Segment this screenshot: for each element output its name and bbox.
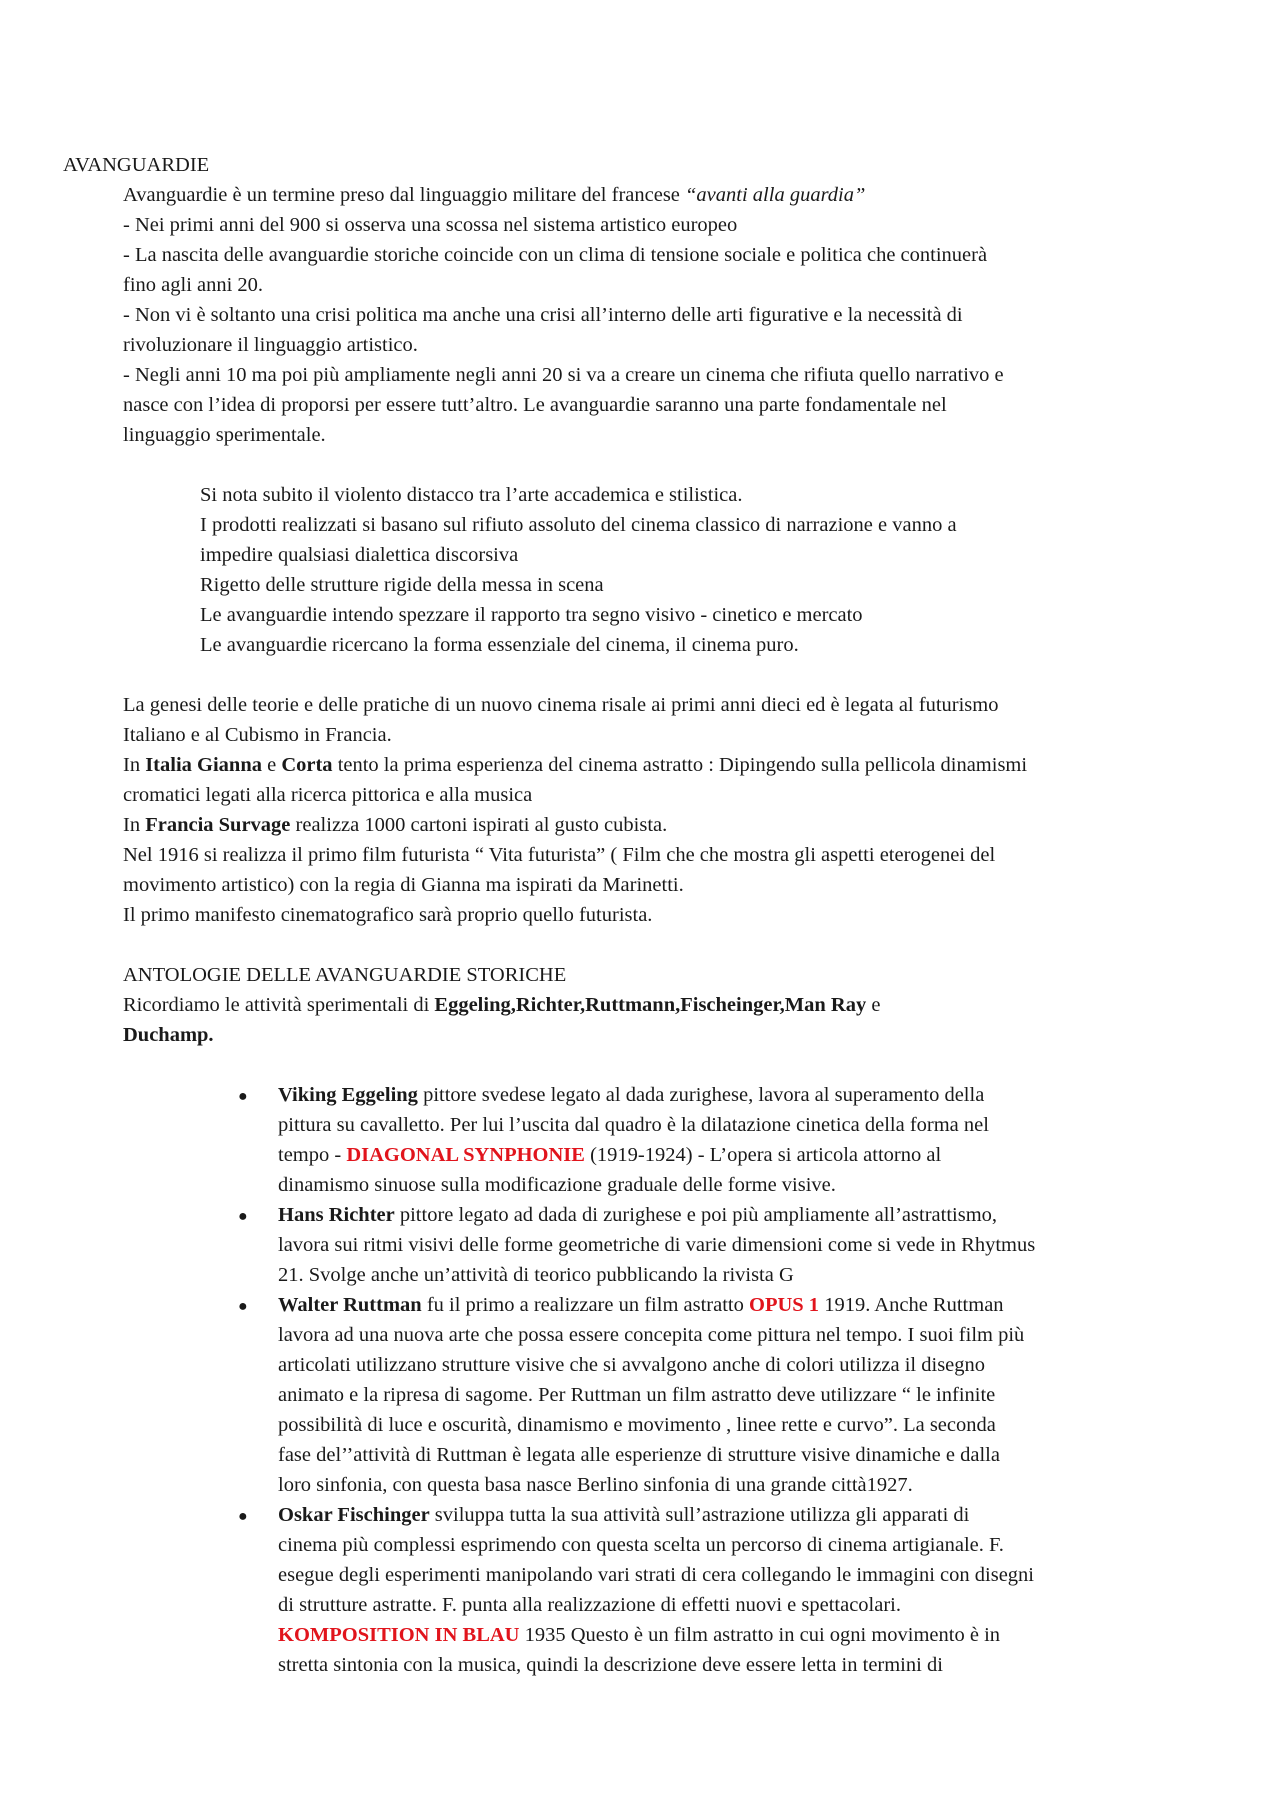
text: realizza 1000 cartoni ispirati al gusto cubista. [290,814,668,836]
bold-name: Hans Richter [278,1204,395,1226]
intro-line-2: - Nei primi anni del 900 si osserva una scossa nel sistema artistico europeo [123,214,738,236]
fischinger-line-2: cinema più complessi esprimendo con questa scelta un percorso di cinema artigianale. F. [278,1534,1004,1556]
intro-line-1 [123,180,865,210]
text: tempo - [278,1144,347,1166]
text: 1935 Questo è un film astratto in cui ogni movimento è in [519,1624,1001,1646]
genesis-line-2: Italiano e al Cubismo in Francia. [123,724,392,746]
ruttman-line-7: loro sinfonia, con questa basa nasce Berlino sinfonia di una grande città1927. [278,1474,913,1496]
genesis-line-3 [123,750,1027,780]
genesis-line-7: movimento artistico) con la regia di Gianna ma ispirati da Marinetti. [123,874,684,896]
text: 1919. Anche Ruttman [819,1294,1004,1316]
text: In [123,814,146,836]
text: In [123,754,146,776]
fischinger-line-6: stretta sintonia con la musica, quindi la descrizione deve essere letta in termini di [278,1654,943,1676]
bullet-icon [238,1502,248,1532]
bold-name: Oskar Fischinger [278,1504,430,1526]
text: (1919-1924) - L’opera si articola attorno al [584,1144,942,1166]
bullet-icon [238,1082,248,1112]
text: pittore legato ad dada di zurighese e poi più ampliamente all’astrattismo, [394,1204,998,1226]
ruttman-line-2: lavora ad una nuova arte che possa essere concepita come pittura nel tempo. I suoi film più [278,1324,1025,1346]
genesis-line-1: La genesi delle teorie e delle pratiche di un nuovo cinema risale ai primi anni dieci ed è legata al futurismo [123,694,999,716]
indented-line: Le avanguardie intendo spezzare il rapporto tra segno visivo - cinetico e mercato [200,604,863,626]
bullet-icon [238,1202,248,1232]
bullet-icon [238,1292,248,1322]
ruttman-line-4: animato e la ripresa di sagome. Per Ruttman un film astratto deve utilizzare “ le infinite [278,1384,996,1406]
intro-line-9: linguaggio sperimentale. [123,424,326,446]
ruttman-line-5: possibilità di luce e oscurità, dinamismo e movimento , linee rette e curvo”. La seconda [278,1414,996,1436]
text: e [261,754,282,776]
intro-line-4: fino agli anni 20. [123,274,264,296]
eggeling-line-3 [278,1140,941,1170]
text: tento la prima esperienza del cinema astratto : Dipingendo sulla pellicola dinamismi [332,754,1028,776]
film-title-red: DIAGONAL SYNPHONIE [346,1144,585,1166]
ruttman-line-6: fase del’’attività di Ruttman è legata alle esperienze di strutture visive dinamiche e dalla [278,1444,1000,1466]
film-title-red: OPUS 1 [749,1294,820,1316]
genesis-line-8: Il primo manifesto cinematografico sarà proprio quello futurista. [123,904,653,926]
indented-line: I prodotti realizzati si basano sul rifiuto assoluto del cinema classico di narrazione e vanno a [200,514,957,536]
richter-line-2: lavora sui ritmi visivi delle forme geometriche di varie dimensioni come si vede in Rhytmus [278,1234,1036,1256]
intro-line-5: - Non vi è soltanto una crisi politica ma anche una crisi all’interno delle arti figurative e la necessità di [123,304,963,326]
bold-name: Corta [281,754,333,776]
intro-italic-quote: “avanti alla guardia” [685,184,866,206]
section2-line-2: Duchamp. [123,1024,214,1046]
bold-name: Italia Gianna [145,754,262,776]
page-title: AVANGUARDIE [63,154,210,176]
bold-names: Eggeling,Richter,Ruttmann,Fischeinger,Man Ray [434,994,867,1016]
indented-line: Si nota subito il violento distacco tra l’arte accademica e stilistica. [200,484,743,506]
genesis-line-5 [123,810,667,840]
eggeling-line-2: pittura su cavalletto. Per lui l’uscita dal quadro è la dilatazione cinetica della forma nel [278,1114,989,1136]
indented-line: Rigetto delle strutture rigide della messa in scena [200,574,604,596]
genesis-line-6: Nel 1916 si realizza il primo film futurista “ Vita futurista” ( Film che che mostra gli aspetti eterogenei del [123,844,996,866]
bold-name: Walter Ruttman [278,1294,422,1316]
text: Ricordiamo le attività sperimentali di [123,994,435,1016]
text: fu il primo a realizzare un film astratto [421,1294,749,1316]
text: pittore svedese legato al dada zurighese, lavora al superamento della [417,1084,985,1106]
bold-name: Viking Eggeling [278,1084,418,1106]
intro-line-8: nasce con l’idea di proporsi per essere tutt’altro. Le avanguardie saranno una parte fondamentale nel [123,394,947,416]
richter-line-3: 21. Svolge anche un’attività di teorico pubblicando la rivista G [278,1264,794,1286]
richter-line-1 [278,1200,997,1230]
intro-line-7: - Negli anni 10 ma poi più ampliamente negli anni 20 si va a creare un cinema che rifiuta quello narrativo e [123,364,1004,386]
intro-text: Avanguardie è un termine preso dal linguaggio militare del francese [123,184,686,206]
section2-line-1 [123,990,880,1020]
indented-line: Le avanguardie ricercano la forma essenziale del cinema, il cinema puro. [200,634,799,656]
indented-line: impedire qualsiasi dialettica discorsiva [200,544,519,566]
intro-line-6: rivoluzionare il linguaggio artistico. [123,334,418,356]
section-heading: ANTOLOGIE DELLE AVANGUARDIE STORICHE [123,964,567,986]
eggeling-line-1 [278,1080,984,1110]
fischinger-line-3: esegue degli esperimenti manipolando vari strati di cera collegando le immagini con disegni [278,1564,1034,1586]
text: sviluppa tutta la sua attività sull’astrazione utilizza gli apparati di [429,1504,970,1526]
text: e [866,994,881,1016]
intro-line-3: - La nascita delle avanguardie storiche coincide con un clima di tensione sociale e politica che continuerà [123,244,988,266]
film-title-red: KOMPOSITION IN BLAU [278,1624,520,1646]
fischinger-line-1 [278,1500,969,1530]
genesis-line-4: cromatici legati alla ricerca pittorica e alla musica [123,784,533,806]
fischinger-line-5 [278,1620,1000,1650]
ruttman-line-1 [278,1290,1004,1320]
bold-name: Francia Survage [145,814,291,836]
fischinger-line-4: di strutture astratte. F. punta alla realizzazione di effetti nuovi e spettacolari. [278,1594,901,1616]
ruttman-line-3: articolati utilizzano strutture visive che si avvalgono anche di colori utilizza il disegno [278,1354,986,1376]
eggeling-line-4: dinamismo sinuose sulla modificazione graduale delle forme visive. [278,1174,836,1196]
